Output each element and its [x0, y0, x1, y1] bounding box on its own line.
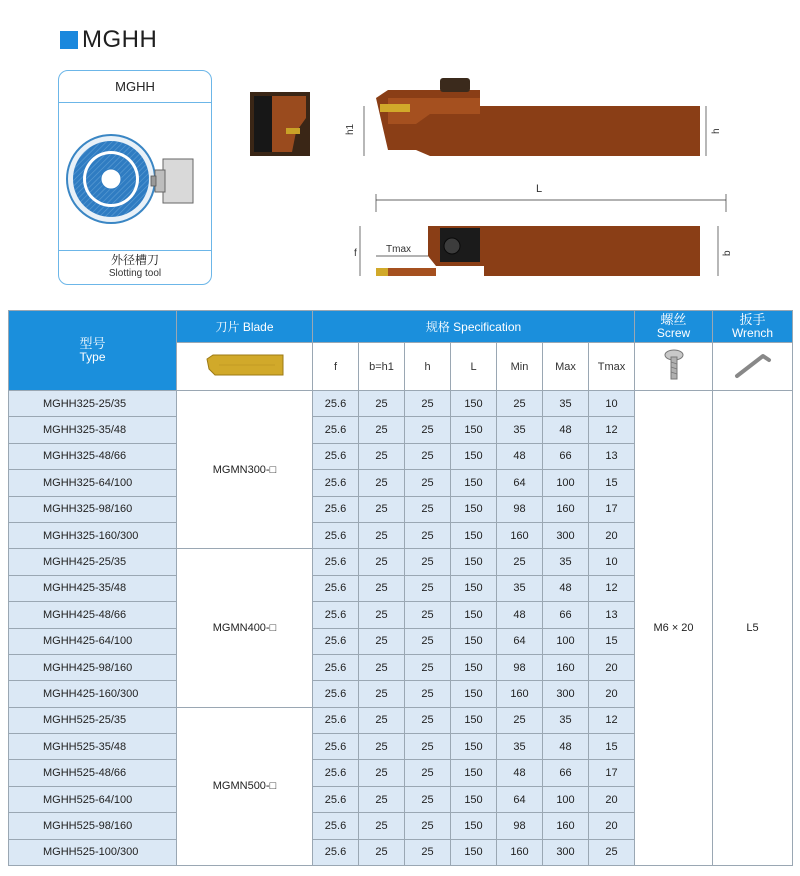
cell-tmax: 15 [589, 628, 635, 654]
cell-min: 160 [497, 522, 543, 548]
cell-l: 150 [451, 839, 497, 865]
col-max: Max [543, 343, 589, 391]
cell-tmax: 20 [589, 654, 635, 680]
type-cell: MGHH425-160/300 [9, 681, 177, 707]
header-blade: 刀片 Blade [177, 311, 313, 343]
cell-f: 25.6 [313, 496, 359, 522]
cell-h: 25 [405, 443, 451, 469]
card-caption [59, 250, 211, 284]
cell-tmax: 20 [589, 681, 635, 707]
type-cell: MGHH425-35/48 [9, 575, 177, 601]
type-cell: MGHH325-35/48 [9, 417, 177, 443]
cell-b: 25 [359, 813, 405, 839]
screw-image-cell [635, 343, 713, 391]
screw-value-cell: M6 × 20 [635, 391, 713, 866]
cell-max: 300 [543, 839, 589, 865]
type-cell: MGHH425-98/160 [9, 654, 177, 680]
col-L: L [451, 343, 497, 391]
cell-min: 35 [497, 734, 543, 760]
cell-tmax: 15 [589, 734, 635, 760]
cell-min: 25 [497, 391, 543, 417]
cell-min: 64 [497, 786, 543, 812]
label-h: h [711, 128, 722, 134]
cell-tmax: 12 [589, 417, 635, 443]
cell-h: 25 [405, 707, 451, 733]
label-b: b [722, 250, 733, 256]
cell-tmax: 17 [589, 760, 635, 786]
specification-table-body [9, 391, 793, 866]
caption-chinese: 外径槽刀 [110, 253, 159, 267]
side-view-drawing [376, 78, 700, 156]
cell-f: 25.6 [313, 602, 359, 628]
cell-max: 100 [543, 786, 589, 812]
cell-h: 25 [405, 813, 451, 839]
cell-h: 25 [405, 839, 451, 865]
slotting-tool-illustration [59, 104, 210, 254]
type-cell: MGHH525-48/66 [9, 760, 177, 786]
cell-tmax: 17 [589, 496, 635, 522]
cell-b: 25 [359, 470, 405, 496]
cell-l: 150 [451, 813, 497, 839]
cell-min: 48 [497, 760, 543, 786]
cell-b: 25 [359, 496, 405, 522]
cell-f: 25.6 [313, 417, 359, 443]
cell-min: 98 [497, 654, 543, 680]
cell-l: 150 [451, 470, 497, 496]
cell-max: 100 [543, 470, 589, 496]
cell-h: 25 [405, 734, 451, 760]
cell-b: 25 [359, 839, 405, 865]
cell-tmax: 12 [589, 707, 635, 733]
cell-f: 25.6 [313, 839, 359, 865]
cell-max: 35 [543, 707, 589, 733]
cell-h: 25 [405, 654, 451, 680]
label-h1: h1 [345, 123, 356, 135]
cell-f: 25.6 [313, 575, 359, 601]
col-tmax: Tmax [589, 343, 635, 391]
cell-b: 25 [359, 681, 405, 707]
cell-tmax: 20 [589, 522, 635, 548]
cell-f: 25.6 [313, 786, 359, 812]
screw-icon [662, 348, 686, 382]
cell-min: 160 [497, 681, 543, 707]
cell-tmax: 10 [589, 391, 635, 417]
specification-table [8, 310, 793, 866]
cell-max: 48 [543, 417, 589, 443]
page-title [60, 26, 157, 54]
cell-max: 35 [543, 549, 589, 575]
cell-b: 25 [359, 654, 405, 680]
cell-f: 25.6 [313, 391, 359, 417]
cell-h: 25 [405, 549, 451, 575]
cell-h: 25 [405, 628, 451, 654]
cell-max: 300 [543, 681, 589, 707]
cell-min: 64 [497, 628, 543, 654]
cell-min: 98 [497, 496, 543, 522]
cell-l: 150 [451, 707, 497, 733]
cell-b: 25 [359, 786, 405, 812]
cell-tmax: 25 [589, 839, 635, 865]
cell-max: 160 [543, 654, 589, 680]
cell-l: 150 [451, 522, 497, 548]
cell-l: 150 [451, 681, 497, 707]
cell-b: 25 [359, 760, 405, 786]
cell-b: 25 [359, 707, 405, 733]
cell-min: 35 [497, 575, 543, 601]
cell-max: 66 [543, 760, 589, 786]
cell-tmax: 10 [589, 549, 635, 575]
title-marker-square [60, 31, 78, 49]
blade-image-cell [177, 343, 313, 391]
header-type: 型号 Type [9, 311, 177, 391]
slotting-tool-card [58, 70, 212, 285]
card-header: MGHH [59, 71, 211, 103]
blade-cell: MGMN500-□ [177, 707, 313, 865]
cell-l: 150 [451, 496, 497, 522]
cell-min: 98 [497, 813, 543, 839]
cell-f: 25.6 [313, 734, 359, 760]
col-b-h1: b=h1 [359, 343, 405, 391]
cell-l: 150 [451, 760, 497, 786]
type-cell: MGHH525-35/48 [9, 734, 177, 760]
cell-h: 25 [405, 575, 451, 601]
label-f: f [354, 248, 357, 259]
type-cell: MGHH525-98/160 [9, 813, 177, 839]
col-min: Min [497, 343, 543, 391]
type-cell: MGHH525-25/35 [9, 707, 177, 733]
cell-min: 48 [497, 443, 543, 469]
cell-min: 64 [497, 470, 543, 496]
cell-max: 48 [543, 575, 589, 601]
cell-tmax: 13 [589, 602, 635, 628]
cell-max: 66 [543, 602, 589, 628]
cell-h: 25 [405, 760, 451, 786]
cell-l: 150 [451, 602, 497, 628]
page-title-text: MGHH [82, 26, 158, 53]
table-row [9, 391, 793, 417]
cell-h: 25 [405, 417, 451, 443]
cell-f: 25.6 [313, 760, 359, 786]
header-specification: 规格 Specification [313, 311, 635, 343]
cell-b: 25 [359, 602, 405, 628]
tool-dimension-drawings [240, 70, 740, 300]
cell-f: 25.6 [313, 813, 359, 839]
cell-min: 25 [497, 549, 543, 575]
end-view-drawing [250, 92, 310, 156]
cell-l: 150 [451, 549, 497, 575]
type-cell: MGHH325-64/100 [9, 470, 177, 496]
type-cell: MGHH325-98/160 [9, 496, 177, 522]
cell-b: 25 [359, 549, 405, 575]
cell-f: 25.6 [313, 628, 359, 654]
cell-f: 25.6 [313, 681, 359, 707]
cell-max: 160 [543, 813, 589, 839]
cell-f: 25.6 [313, 549, 359, 575]
cell-b: 25 [359, 391, 405, 417]
cell-b: 25 [359, 443, 405, 469]
cell-l: 150 [451, 417, 497, 443]
cell-l: 150 [451, 654, 497, 680]
blade-icon [205, 353, 285, 377]
wrench-image-cell [713, 343, 793, 391]
cell-f: 25.6 [313, 654, 359, 680]
cell-h: 25 [405, 522, 451, 548]
cell-f: 25.6 [313, 443, 359, 469]
header-screw: 螺丝 Screw [635, 311, 713, 343]
cell-b: 25 [359, 734, 405, 760]
cell-f: 25.6 [313, 707, 359, 733]
cell-l: 150 [451, 734, 497, 760]
cell-b: 25 [359, 628, 405, 654]
type-cell: MGHH425-25/35 [9, 549, 177, 575]
cell-tmax: 13 [589, 443, 635, 469]
cell-tmax: 20 [589, 813, 635, 839]
cell-h: 25 [405, 602, 451, 628]
cell-min: 35 [497, 417, 543, 443]
label-L: L [536, 183, 543, 195]
blade-cell: MGMN400-□ [177, 549, 313, 707]
cell-max: 100 [543, 628, 589, 654]
wrench-value-cell: L5 [713, 391, 793, 866]
cell-l: 150 [451, 628, 497, 654]
type-cell: MGHH325-25/35 [9, 391, 177, 417]
cell-max: 300 [543, 522, 589, 548]
cell-min: 25 [497, 707, 543, 733]
cell-tmax: 12 [589, 575, 635, 601]
col-f: f [313, 343, 359, 391]
cell-tmax: 15 [589, 470, 635, 496]
cell-f: 25.6 [313, 522, 359, 548]
type-cell: MGHH525-100/300 [9, 839, 177, 865]
label-tmax: Tmax [386, 244, 411, 255]
cell-h: 25 [405, 786, 451, 812]
cell-l: 150 [451, 391, 497, 417]
cell-b: 25 [359, 575, 405, 601]
wrench-icon [733, 350, 773, 380]
type-cell: MGHH325-48/66 [9, 443, 177, 469]
cell-b: 25 [359, 522, 405, 548]
cell-l: 150 [451, 575, 497, 601]
cell-max: 66 [543, 443, 589, 469]
col-h: h [405, 343, 451, 391]
cell-min: 48 [497, 602, 543, 628]
caption-english: Slotting tool [108, 268, 162, 279]
blade-cell: MGMN300-□ [177, 391, 313, 549]
cell-tmax: 20 [589, 786, 635, 812]
cell-l: 150 [451, 786, 497, 812]
cell-f: 25.6 [313, 470, 359, 496]
cell-min: 160 [497, 839, 543, 865]
cell-h: 25 [405, 496, 451, 522]
cell-max: 35 [543, 391, 589, 417]
top-view-drawing [376, 226, 700, 276]
cell-b: 25 [359, 417, 405, 443]
type-cell: MGHH425-64/100 [9, 628, 177, 654]
cell-h: 25 [405, 470, 451, 496]
cell-max: 160 [543, 496, 589, 522]
type-cell: MGHH425-48/66 [9, 602, 177, 628]
type-cell: MGHH525-64/100 [9, 786, 177, 812]
cell-h: 25 [405, 681, 451, 707]
cell-max: 48 [543, 734, 589, 760]
header-wrench: 扳手 Wrench [713, 311, 793, 343]
cell-l: 150 [451, 443, 497, 469]
type-cell: MGHH325-160/300 [9, 522, 177, 548]
cell-h: 25 [405, 391, 451, 417]
